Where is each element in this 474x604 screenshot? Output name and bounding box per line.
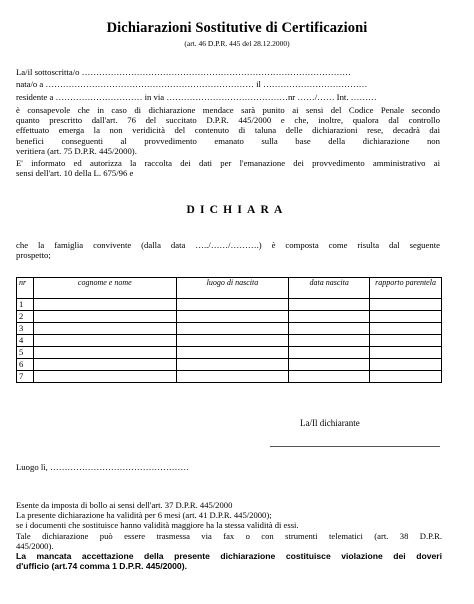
column-header-luogo: luogo di nascita bbox=[176, 278, 289, 299]
data-cell[interactable] bbox=[289, 347, 370, 359]
data-cell[interactable] bbox=[289, 311, 370, 323]
rapporto-cell[interactable] bbox=[370, 371, 442, 383]
paragraph-line: Tale dichiarazione può essere trasmessa via fax o con strumenti telematici (art. 38 D.P.R. bbox=[16, 530, 442, 541]
cognome-cell[interactable] bbox=[33, 335, 176, 347]
rapporto-cell[interactable] bbox=[370, 311, 442, 323]
row-number: 4 bbox=[17, 335, 34, 347]
column-header-cognome: cognome e nome bbox=[33, 278, 176, 299]
row-number: 7 bbox=[17, 371, 34, 383]
column-header-data: data nascita bbox=[289, 278, 370, 299]
signature-line[interactable] bbox=[270, 446, 440, 447]
cognome-cell[interactable] bbox=[33, 299, 176, 311]
rapporto-cell[interactable] bbox=[370, 359, 442, 371]
luogo-cell[interactable] bbox=[176, 311, 289, 323]
data-cell[interactable] bbox=[289, 299, 370, 311]
declarant-residence-line: residente a ………………………… in via ……………………………………nr ……/…… Int. ……… bbox=[16, 92, 377, 102]
footer-notes bbox=[16, 500, 442, 571]
paragraph-line: effettuato emerga la non veridicità del contenuto di taluna delle dichiarazioni rese, decadrà dai bbox=[16, 125, 440, 136]
table-row bbox=[17, 299, 442, 311]
row-number: 3 bbox=[17, 323, 34, 335]
table-row bbox=[17, 359, 442, 371]
row-number: 1 bbox=[17, 299, 34, 311]
trasmissione-note bbox=[16, 531, 442, 551]
declarant-birth-line: nata/o a ……………………………………………………………… il ……………………………… bbox=[16, 79, 368, 89]
rapporto-cell[interactable] bbox=[370, 335, 442, 347]
column-header-rapporto: rapporto parentela bbox=[370, 278, 442, 299]
paragraph-line: veritiera (art. 75 D.P.R. 445/2000). bbox=[16, 145, 137, 156]
table-row bbox=[17, 323, 442, 335]
luogo-cell[interactable] bbox=[176, 323, 289, 335]
cognome-cell[interactable] bbox=[33, 323, 176, 335]
luogo-cell[interactable] bbox=[176, 371, 289, 383]
column-header-nr: nr bbox=[17, 278, 34, 299]
table-header-row bbox=[17, 278, 442, 299]
informato-paragraph bbox=[16, 158, 440, 178]
row-number: 6 bbox=[17, 359, 34, 371]
paragraph-line: che la famiglia convivente (dalla data …../……/……….) è composta come risulta dal seguente bbox=[16, 240, 440, 250]
table-row bbox=[17, 347, 442, 359]
rapporto-cell[interactable] bbox=[370, 299, 442, 311]
document-subtitle: (art. 46 D.P.R. 445 del 28.12.2000) bbox=[184, 39, 290, 48]
famiglia-paragraph bbox=[16, 240, 440, 260]
place-date-line: Luogo lì, ………………………………………… bbox=[16, 462, 190, 472]
data-cell[interactable] bbox=[289, 371, 370, 383]
declarant-name-line: La/il sottoscritta/o ………………………………………………………………………………… bbox=[16, 67, 351, 77]
document-title: Dichiarazioni Sostitutive di Certificazioni bbox=[106, 20, 368, 36]
bollo-note: Esente da imposta di bollo ai sensi dell'art. 37 D.P.R. 445/2000 bbox=[16, 500, 233, 510]
table-row bbox=[17, 311, 442, 323]
paragraph-line: quanto prescritto dall'art. 76 del succitato D.P.R. 445/2000 e che, inoltre, qualora dal controllo bbox=[16, 115, 440, 126]
paragraph-line: 445/2000). bbox=[16, 540, 54, 551]
paragraph-line: d'ufficio (art.74 comma 1 D.P.R. 445/2000). bbox=[16, 561, 187, 572]
luogo-cell[interactable] bbox=[176, 347, 289, 359]
signature-label: La/Il dichiarante bbox=[300, 418, 360, 428]
luogo-cell[interactable] bbox=[176, 359, 289, 371]
cognome-cell[interactable] bbox=[33, 359, 176, 371]
consapevole-paragraph bbox=[16, 105, 440, 156]
mancata-note bbox=[16, 551, 442, 571]
cognome-cell[interactable] bbox=[33, 347, 176, 359]
table-row bbox=[17, 335, 442, 347]
dichiara-heading: DICHIARA bbox=[186, 204, 288, 216]
luogo-cell[interactable] bbox=[176, 335, 289, 347]
data-cell[interactable] bbox=[289, 335, 370, 347]
table-row bbox=[17, 371, 442, 383]
data-cell[interactable] bbox=[289, 323, 370, 335]
family-table bbox=[16, 277, 442, 383]
paragraph-line: benefici conseguenti al provvedimento emanato sulla base della dichiarazione non bbox=[16, 135, 440, 146]
paragraph-line: E' informato ed autorizza la raccolta dei dati per l'emanazione dei provvedimento amministrativo ai bbox=[16, 158, 440, 168]
luogo-cell[interactable] bbox=[176, 299, 289, 311]
validita-note: La presente dichiarazione ha validità per 6 mesi (art. 41 D.P.R. 445/2000); bbox=[16, 510, 272, 521]
rapporto-cell[interactable] bbox=[370, 323, 442, 335]
documenti-note: se i documenti che sostituisce hanno validità maggiore ha la stessa validità di essi. bbox=[16, 520, 299, 531]
paragraph-line: prospetto; bbox=[16, 250, 51, 261]
rapporto-cell[interactable] bbox=[370, 347, 442, 359]
cognome-cell[interactable] bbox=[33, 311, 176, 323]
row-number: 2 bbox=[17, 311, 34, 323]
paragraph-line: La mancata accettazione della presente dichiarazione costituisce violazione dei doveri bbox=[16, 551, 442, 562]
data-cell[interactable] bbox=[289, 359, 370, 371]
paragraph-line: sensi dell'art. 10 della L. 675/96 e bbox=[16, 168, 134, 179]
paragraph-line: è consapevole che in caso di dichiarazione mendace sarà punito ai sensi del Codice Penale secondo bbox=[16, 105, 440, 115]
cognome-cell[interactable] bbox=[33, 371, 176, 383]
row-number: 5 bbox=[17, 347, 34, 359]
